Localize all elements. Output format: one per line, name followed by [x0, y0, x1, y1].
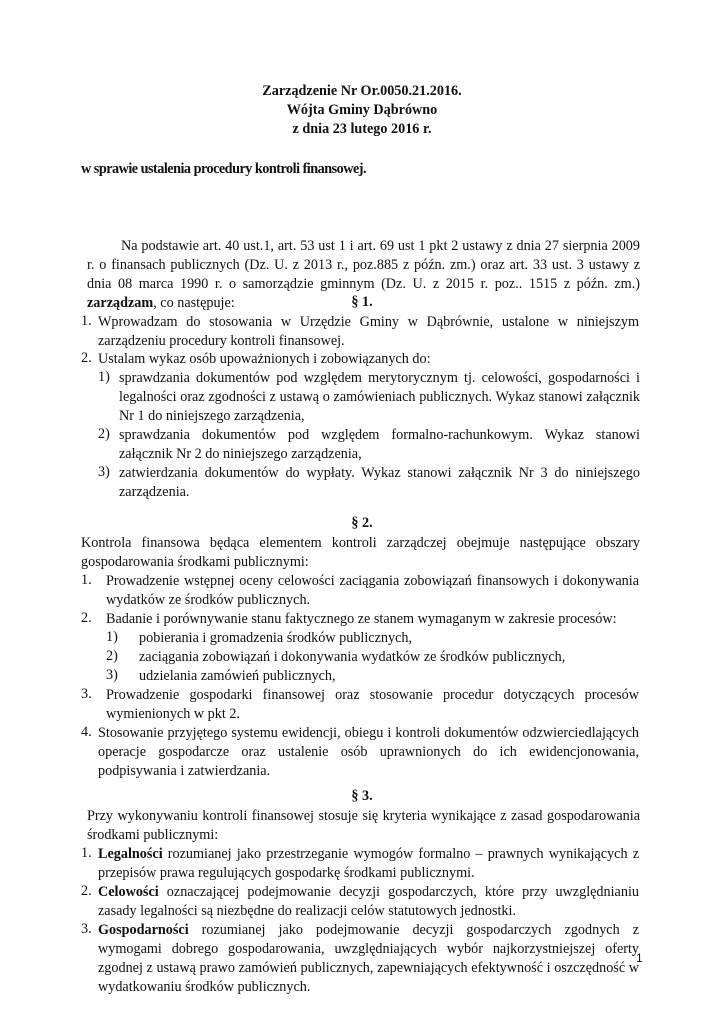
s3-item-2 [98, 883, 639, 921]
criterion-legality: Legalności [98, 846, 163, 862]
ordinance-date: z dnia 23 lutego 2016 r. [292, 121, 432, 137]
s2-item-1: Prowadzenie wstępnej oceny celowości zaciągania zobowiązań finansowych i dokonywania wydatków ze środków publicznych. [106, 573, 639, 608]
s1-sub-num-2: 2) [98, 426, 110, 442]
s1-sub-item-2: sprawdzania dokumentów pod względem formalno-rachunkowym. Wykaz stanowi załącznik Nr 2 do niniejszego zarządzenia, [119, 427, 640, 462]
issuer: Wójta Gminy Dąbrówno [286, 102, 438, 118]
section-1-title: § 1. [351, 294, 373, 310]
s1-num-2: 2. [81, 350, 92, 366]
section-3-title: § 3. [351, 788, 373, 804]
s2-sub-item-2: zaciągania zobowiązań i dokonywania wydatków ze środków publicznych, [139, 649, 566, 665]
criterion-purposefulness-text: oznaczającej podejmowanie decyzji gospodarczych, które przy uwzględnianiu zasady legalności są niezbędne do realizacji celów statutowych jednostki. [98, 884, 639, 919]
s2-num-3: 3. [81, 686, 92, 702]
s1-sub-item-1: sprawdzania dokumentów pod względem merytorycznym tj. celowości, gospodarności i legalności oraz zgodności z ustawą o zamówieniach publicznych. Wykaz stanowi załącznik Nr 1 do niniejszego zarządzenia, [119, 370, 640, 424]
s2-lead: Kontrola finansowa będąca elementem kontroli zarządczej obejmuje następujące obszary gospodarowania środkami publicznymi: [81, 535, 640, 570]
s2-num-4: 4. [81, 724, 92, 740]
s3-num-2: 2. [81, 883, 92, 899]
criterion-economy-text: rozumianej jako podejmowanie decyzji gospodarczych zgodnych z wymogami dobrego gospodarowania, uwzględniających wybór najkorzystniejszej oferty zgodnej z ustawą prawo zamówień publicznych, zapewniających efektywność i oszczędność w wydatkowaniu środków publicznych. [98, 922, 639, 995]
s2-item-3: Prowadzenie gospodarki finansowej oraz stosowanie procedur dotyczących procesów wymienionych w pkt 2. [106, 687, 639, 722]
s1-sub-item-3: zatwierdzania dokumentów do wypłaty. Wykaz stanowi załącznik Nr 3 do niniejszego zarządzenia. [119, 465, 640, 500]
s2-sub-num-1: 1) [106, 629, 118, 645]
s2-item-2: Badanie i porównywanie stanu faktycznego ze stanem wymaganym w zakresie procesów: [106, 611, 617, 627]
s1-sub-num-3: 3) [98, 464, 110, 480]
s3-lead: Przy wykonywaniu kontroli finansowej stosuje się kryteria wynikające z zasad gospodarowania środkami publicznymi: [87, 808, 640, 843]
ordinance-subject: w sprawie ustalenia procedury kontroli finansowej. [81, 161, 367, 177]
s2-item-4: Stosowanie przyjętego systemu ewidencji, obiegu i kontroli dokumentów odzwierciedlających operacje gospodarcze oraz ustalenie osób uprawnionych do ich ewidencjonowania, podpisywania i zatwierdzania. [98, 725, 639, 779]
decree-tail: , co następuje: [153, 295, 235, 311]
ordinance-number: Zarządzenie Nr Or.0050.21.2016. [262, 83, 462, 99]
page-number: 1 [636, 951, 643, 965]
s1-paragraph-2: Ustalam wykaz osób upoważnionych i zobowiązanych do: [98, 351, 431, 367]
s3-item-3 [98, 921, 639, 997]
s3-num-3: 3. [81, 921, 92, 937]
s2-num-1: 1. [81, 572, 92, 588]
s2-sub-num-3: 3) [106, 667, 118, 683]
s2-num-2: 2. [81, 610, 92, 626]
criterion-economy: Gospodarności [98, 922, 189, 938]
legal-basis-text: Na podstawie art. 40 ust.1, art. 53 ust 1 i art. 69 ust 1 pkt 2 ustawy z dnia 27 sierpnia 2009 r. o finansach publicznych (Dz. U. z 2013 r., poz.885 z późn. zm.) oraz art. 33 ust. 3 ustawy z dnia 08 marca 1990 r. o samorządzie gminnym (Dz. U. z 2015 r. poz.. 1515 z późn. zm.) [87, 238, 640, 292]
criterion-legality-text: rozumianej jako przestrzeganie wymogów formalno – prawnych wynikających z przepisów prawa regulujących gospodarkę środkami publicznymi. [98, 846, 639, 881]
decree-word: zarządzam [87, 295, 154, 311]
s3-item-1 [98, 845, 639, 883]
s2-sub-item-1: pobierania i gromadzenia środków publicznych, [139, 630, 413, 646]
s3-num-1: 1. [81, 845, 92, 861]
s1-num-1: 1. [81, 313, 92, 329]
s2-sub-num-2: 2) [106, 648, 118, 664]
document-header [0, 82, 724, 139]
s1-sub-num-1: 1) [98, 369, 110, 385]
s1-paragraph-1: Wprowadzam do stosowania w Urzędzie Gminy w Dąbrównie, ustalone w niniejszym zarządzeniu procedury kontroli finansowej. [98, 314, 639, 349]
section-2-title: § 2. [351, 515, 373, 531]
s2-sub-item-3: udzielania zamówień publicznych, [139, 668, 336, 684]
criterion-purposefulness: Celowości [98, 884, 159, 900]
